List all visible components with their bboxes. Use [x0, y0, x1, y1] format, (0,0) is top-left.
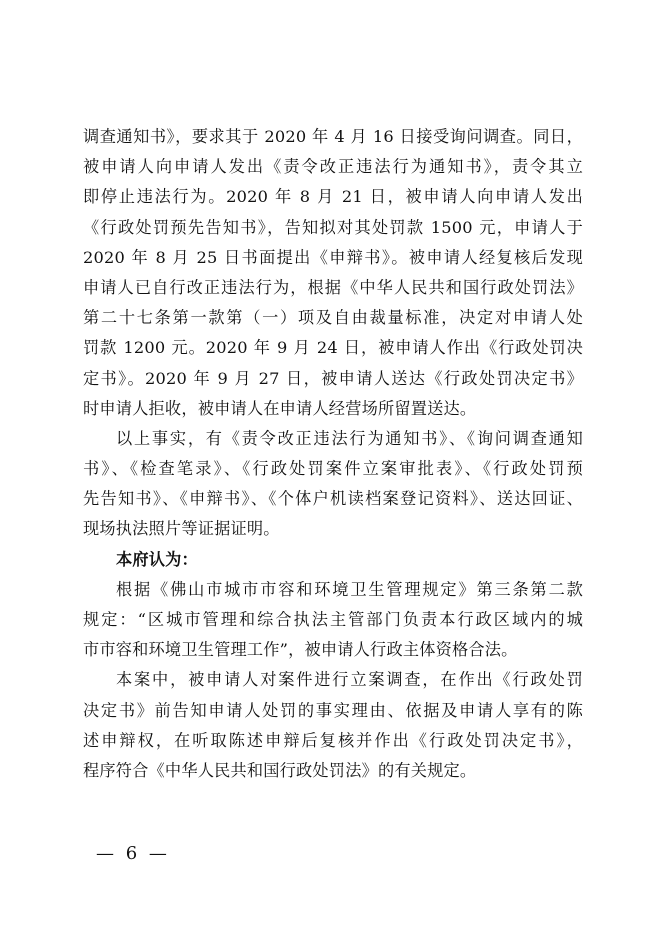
section-heading: 本府认为：: [116, 549, 198, 569]
text-line: 决定书》前告知申请人处罚的事实理由、依据及申请人享有的陈: [83, 700, 583, 720]
text-line: 书》、《检查笔录》、《行政处罚案件立案审批表》、《行政处罚预: [83, 459, 583, 479]
text-line: 以上事实，有《责令改正违法行为通知书》、《询问调查通知: [116, 428, 583, 448]
text-line: 规定：“区城市管理和综合执法主管部门负责本行政区域内的城: [83, 610, 583, 629]
paragraph-facts-continued: [83, 122, 583, 424]
text-line: 现场执法照片等证据证明。: [83, 519, 280, 539]
text-line: 述申辩权，在听取陈述申辩后复核并作出《行政处罚决定书》，: [83, 730, 583, 750]
paragraph-evidence: [83, 424, 583, 545]
text-line: 2020 年 8 月 25 日书面提出《申辩书》。被申请人经复核后发现: [83, 247, 583, 267]
text-line: 根据《佛山市城市市容和环境卫生管理规定》第三条第二款: [116, 579, 583, 599]
text-line: 申请人已自行改正违法行为，根据《中华人民共和国行政处罚法》: [83, 277, 583, 297]
paragraph-procedure: [83, 665, 583, 786]
page-number: — 6 —: [96, 843, 170, 864]
text-line: 第二十七条第一款第（一）项及自由裁量标准，决定对申请人处: [83, 308, 583, 328]
text-line: 程序符合《中华人民共和国行政处罚法》的有关规定。: [83, 760, 477, 780]
paragraph-opinion-heading: [83, 545, 583, 575]
text-line: 本案中，被申请人对案件进行立案调查，在作出《行政处罚: [116, 670, 583, 690]
text-line: 罚款 1200 元。2020 年 9 月 24 日，被申请人作出《行政处罚决: [83, 338, 583, 358]
text-line: 即停止违法行为。2020 年 8 月 21 日，被申请人向申请人发出: [83, 187, 583, 207]
text-line: 定书》。2020 年 9 月 27 日，被申请人送达《行政处罚决定书》: [83, 368, 583, 388]
text-line: 调查通知书》，要求其于 2020 年 4 月 16 日接受询问调查。同日，: [83, 127, 583, 146]
text-line: 先告知书》、《申辩书》、《个体户机读档案登记资料》、送达回证、: [83, 489, 583, 509]
text-line: 市市容和环境卫生管理工作”，被申请人行政主体资格合法。: [83, 640, 518, 660]
text-line: 时申请人拒收，被申请人在申请人经营场所留置送达。: [83, 398, 477, 418]
text-line: 《行政处罚预先告知书》，告知拟对其处罚款 1500 元，申请人于: [83, 217, 583, 237]
paragraph-legal-basis: [83, 575, 583, 666]
text-line: 被申请人向申请人发出《责令改正违法行为通知书》，责令其立: [83, 157, 583, 177]
document-body: [83, 122, 583, 786]
